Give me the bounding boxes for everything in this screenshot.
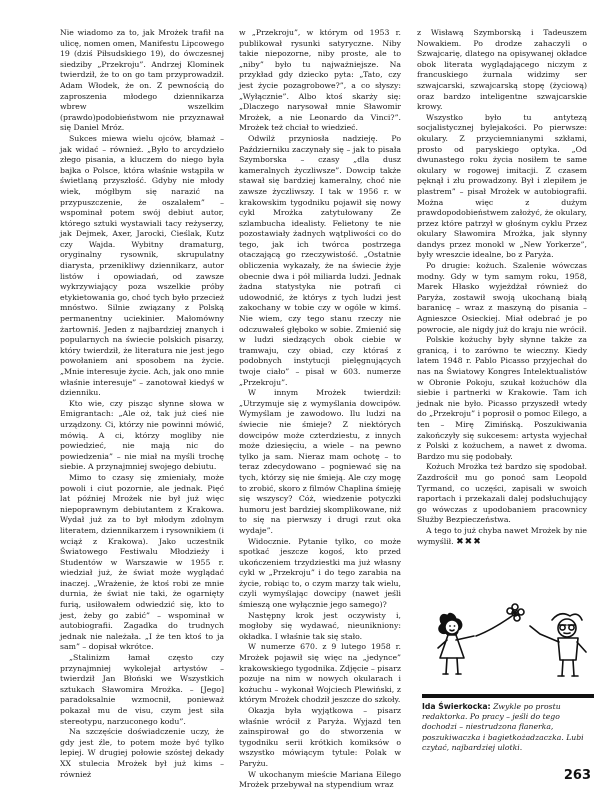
paragraph: Kto wie, czy pisząc słynne słowa w Emigrantach: „Ale oż, tak już cieś nie urządzony. Ci, którzy nie powinni mówić, mówią. A ci, którzy mogliby nie powiedzieć, nie mają nic do powiedzenia” – nie miał na myśli trochę siebie. A przynajmniej swojego debiutu. bbox=[60, 398, 224, 472]
girl-figure bbox=[438, 614, 474, 674]
text-column-3 bbox=[417, 28, 587, 547]
paragraph: Mimo to czasy się zmieniały, może powoli i ciut pozornie, ale jednak. Pięć lat później Mrożek nie był już więc niepoprawnym debiutantem z Krakowa. Wydał już za to był młodym zdolnym literatem, dziennikarzem i rysownikiem (i wciąż z Krakowa). Jako uczestnik Światowego Festiwalu Młodzieży i Studentów w Warszawie w 1955 r. wiedział już, że świat może wyglądać inaczej. „Wrażenie, że ktoś robi ze mnie durnia, że świat nie taki, że ogarnięty furią, usiłowałem odwiedzić się, kto to jest, żeby go zabić” – wspominał w autobiografii. Zagadka do trudnych jednak nie należała. „I że ten ktoś to ja sam” – dopisał wkrótce. bbox=[60, 472, 224, 652]
paragraph: w „Przekroju”, w którym od 1953 r. publikował rysunki satyryczne. Niby takie niepozorne, niby proste, ale to „niby” było tu najważniejsze. Na przykład gdy dziecko pyta: „Tato, czy jest życie pozagrobowe?”, a co słyszy: „Wyłącznie”. Albo ktoś skarży się: „Dlaczego narysował mnie Sławomir Mrożek, a nie Leonardo da Vinci?”. Mrożek też chciał to wiedzieć. bbox=[239, 28, 401, 133]
paragraph: W numerze 670. z 9 lutego 1958 r. Mrożek pojawił się więc na „jedynce” krakowskiego tygodnika. Zdjęcie – pisarz pozuje na nim w nowych okularach i kożuchu – wykonał Wojciech Plewiński, z którym Mrożek chodził jeszcze do szkoły. bbox=[239, 642, 402, 705]
paragraph: Wszystko było tu antytezą socjalistycznej bylejakości. Po pierwsze: okulary. Z przyciemnianymi szkłami, prosto od paryskiego optyka. „Od dwunastego roku życia nosiłem te same okulary w rogowej imitacji. Z czasem pęknął i złu prowadzony. Był i zlepiłem je plastrem” – pisał Mrożek w autobiografii. Można więc z dużym prawdopodobieństwem założyć, że okulary, przez które patrzył w głośnym cyklu Przez okulary Sławomira Mrożka, jak słynny dandys przez monokl w „New Yorkerze”, były wreszcie idealne, bo z Paryża. bbox=[417, 112, 587, 260]
paragraph: Na szczęście doświadczenie uczy, że gdy jest źle, to potem może być tylko lepiej. W drugiej połowie szóstej dekady XX stulecia Mrożek był już kims – również bbox=[60, 727, 224, 779]
paragraph: Kożuch Mrożka też bardzo się spodobał. Zazdrościł mu go ponoć sam Leopold Tyrmand, co uczęści, zapisali w swoich raportach i przekazali dalej podsłuchujący go wówczas z upodobaniem pracownicy Służby Bezpieczeństwa. bbox=[417, 462, 587, 525]
author-caption bbox=[422, 694, 594, 753]
end-mark: ✖✖✖ bbox=[456, 536, 482, 547]
paragraph: Nie wiadomo za to, jak Mrożek trafił na ulicę, nomen omen, Manifestu Lipcowego 19 (dziś Piłsudskiego 19), do ówczesnej siedziby „Przekroju”. Andrzej Klominek twierdził, że to on go tam przyprowadził. Adam Włodek, że on. Z pewnością do zaproszenia młodego dziennikarza wbrew wszelkim (prawdo)podobieństwom nie przyznawał się Daniel Mróz. bbox=[60, 28, 224, 133]
paragraph: Po drugie: kożuch. Szalenie wówczas modny. Gdy w tym samym roku, 1958, Marek Hłasko wyjeżdżał również do Paryża, zostawił swoją ukochaną białą baranicę – wraz z maszyną do pisania – Agnieszce Osieckiej. Miał odebrać je po powrocie, ale nigdy już do kraju nie wrócił. bbox=[417, 261, 587, 334]
paragraph: W innym Mrożek twierdził: „Utrzymuje się z wymyślania dowcipów. Wymyślam je zawodowo. Ilu ludzi na świecie nie śmieje? Z niektórych dowcipów może czterdziestu, z innych może dziesięciu, a wiele – na pewno tylko ja sam. Nieraz mam ochotę – to teraz zdecydowano – pogniewać się na tych, którzy się nie śmieją. Ale czy mogę to zrobić, skoro z filmów Chaplina śmieję się wszyscy? Cóż, wiedzenie potyczki humoru jest bardziej skomplikowane, niż to się na pierwszy i drugi rzut oka wydaje”. bbox=[239, 388, 401, 535]
paragraph: Okazja była wyjątkowa – pisarz właśnie wrócił z Paryża. Wyjazd ten zainspirował go do stworzenia w tygodniku serii krótkich komiksów o wszystko mówiącym tytule: Polak w Paryżu. bbox=[239, 706, 401, 768]
paragraph: Widocznie. Pytanie tylko, co może spotkać jeszcze kogoś, kto przed ukończeniem trzydziestki ma już własny cykl w „Przekroju” i do tego zarabia na życie, robiąc to, o czym marzy tak wielu, czyli wymyślając dowcipy (nawet jeśli śmieszą one wyłącznie jego samego)? bbox=[239, 536, 401, 610]
page-number: 263 bbox=[563, 768, 591, 783]
paragraph: Odwilż przyniosła nadzieję. Po Październiku zaczynały się – jak to pisała Szymborska – czasy „dla dusz kameralnych życzliwsze”. Dowcip także stawał się bardziej kameralny, choć nie zawsze życzliwszy. I tak w 1956 r. w krakowskim tygodniku pojawił się nowy cykl Mrożka zatytułowany Ze szlambucha idealisty. Felietony te nie pozostawiały żadnych wątpliwości co do tego, jak ich twórca postrzega otaczającą go rzeczywistość. „Ostatnie obliczenia wykazały, że na świecie żyje obecnie dwa i pół miliarda ludzi. Jednak żadna statystyka nie potrafi ci udowodnić, że którys z tych ludzi jest zakochany w tobie czy w ogóle w kimś. Nie wiem, czy tego stanu rzeczy nie odczuwałeś głęboko w sobie. Zmienić się w ludzi siedzących obok ciebie w tramwaju, czy obiad, czy któraś z podobnych instytucji pielęgnujących twoje ciało” – pisał w 603. numerze „Przekroju”. bbox=[239, 133, 401, 387]
caption-author-name: Ida Świerkocka: bbox=[422, 702, 491, 711]
paragraph: Sukces miewa wielu ojców, błamaż – jak widać – również. „Było to arcydzieło złego pisania, a kluczem do niego była bajka o Polsce, która właśnie wstąpiła w świetlaną przyszłość. Gdyby nie młody wiek, mógłbym się narazić na przypuszczenie, że oszalałem” – wspominał potem swój debiut autor, którego sztuki wystawiali tacy reżyserzy, jak Dejmek, Axer, Jarocki, Cieślak, Kutz czy Wajda. Wybitny dramaturg, oryginalny rysownik, skrupulatny diarysta, przenikliwy dziennikarz, autor listów i opowiadań, od zawsze wykrzywiający poza wszelkie próby etykietowania go, choć tych było przecież mnóstwo. Silnie związany z Polską permanentny uciekinier. Małomówny żartowniś. Jeden z najbardziej znanych i popularnych na świecie polskich pisarzy, który twierdził, że literatura nie jest jego powołaniem ani sposobem na życie. „Mnie interesuje życie. Ach, jak ono mnie właśnie interesuje” – zanotował kiedyś w dzienniku. bbox=[60, 133, 224, 398]
closing-paragraph bbox=[417, 526, 587, 547]
closing-text: A tego to już chyba nawet Mrożek by nie wymyślił. bbox=[417, 525, 587, 546]
man-figure bbox=[530, 614, 586, 676]
paragraph: „Stalinizm łamał często czy przynajmniej wykolejał artystów – twierdził Jan Błoński we Wszystkich sztukach Sławomira Mrożka. – [Jego] paradoksalnie wzmocnił, ponieważ pokazał mu de visu, czym jest siła stereotypu, narzuconego kodu”. bbox=[60, 653, 224, 726]
flower bbox=[476, 604, 524, 636]
caricature-illustration bbox=[420, 602, 598, 685]
text-column-1 bbox=[60, 28, 224, 780]
paragraph: Polskie kożuchy były słynne także za granicą, i to zarówno te wieczny. Kiedy latem 1948 r. Pablo Picasso przyjechał do nas na Światowy Kongres Intelektualistów w Obronie Pokoju, szukał kożuchów dla siebie i partnerki w Krakowie. Tam ich jednak nie było. Picasso przyszedł wtedy do „Przekroju” i poprosił o pomoc Eilego, a ten – Mirę Zimińską. Poszukiwania zakończyły się sukcesem: artysta wyjechał z Polski z kożuchem, a nawet z dwoma. Bardzo mu się podobały. bbox=[417, 335, 587, 461]
paragraph: W ukochanym mieście Mariana Eilego Mrożek przebywał na stypendium wraz bbox=[239, 769, 401, 790]
paragraph: Następny krok jest oczywisty i, mogłoby się wydawać, nieunikniony: okładka. I właśnie tak się stało. bbox=[239, 610, 401, 641]
text-column-2 bbox=[239, 28, 401, 791]
caption-text: Zwykle po prostu redaktorka. Po pracy – jeśli do tego dochodzi – niestrudzona flanerka, poszukiwaczka i bagietkożadzaczka. Lubi czytać, najbardziej ulotki. bbox=[422, 702, 584, 752]
paragraph: z Wisławą Szymborską i Tadeuszem Nowakiem. Po drodze zahaczyli o Szwajcarię, dlatego na opisywanej okładce obok literata wyglądającego niczym z francuskiego żurnala widzimy ser szwajcarski, szwajcarską stopę (życiową) oraz bardzo inteligentne szwajcarskie krowy. bbox=[417, 28, 587, 112]
